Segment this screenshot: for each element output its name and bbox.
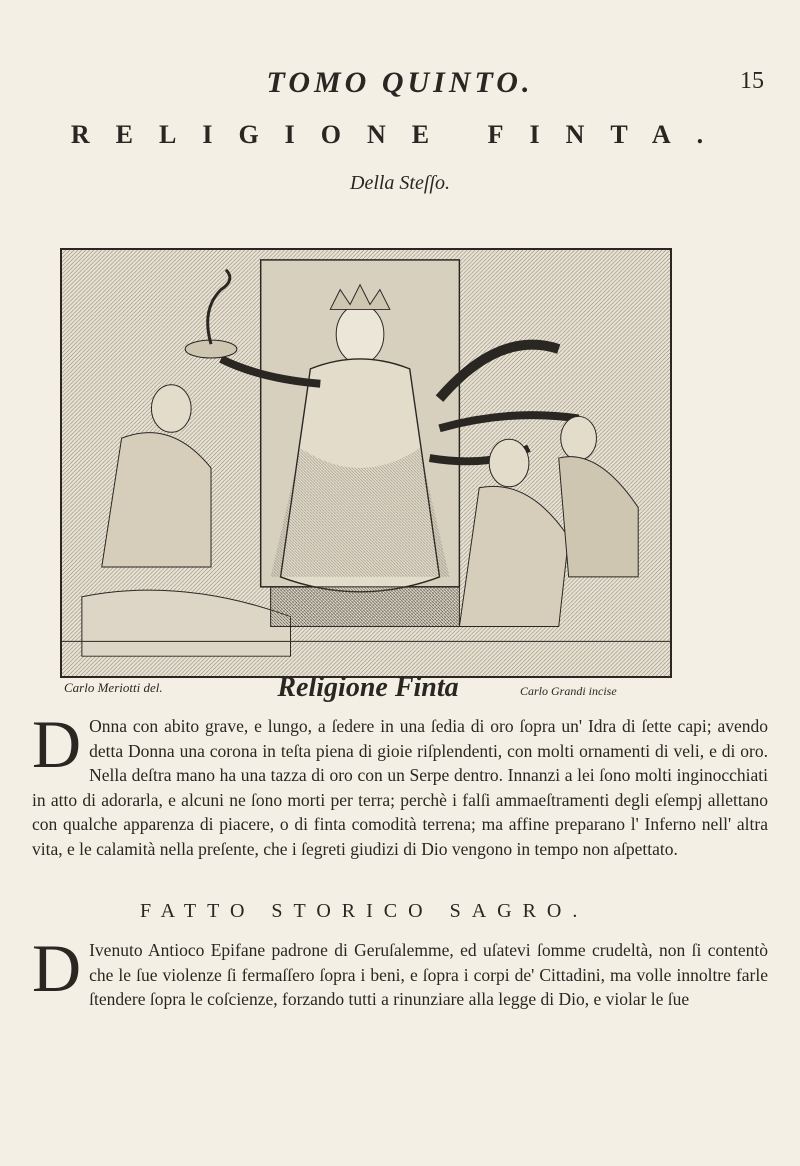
drop-cap: D [32,930,82,1006]
drop-cap: D [32,706,82,782]
description-text: Onna con abito grave, e lungo, a ſedere in una ſedia di oro ſopra un' Idra di ſette capi; avendo detta Donna una corona in teſta piena di gioie riſplendenti, con molti ornamenti di veli, e di oro. Nella deſtra mano ha una tazza di oro con un Serpe dentro. Innanzi a lei ſono molti inginocchiati in atto di adorarla, e alcuni ne ſono morti per terra; perchè i falſi ammaeſtramenti degli eſempj allettano con qualche apparenza di piacere, o di finta comodità terrena; ma affine preparano l' Inferno nell' altra vita, e le calamità nella preſente, che i ſegreti giudizi di Dio vengono in tempo non aſpettato. [32,716,768,859]
plate-caption-engraver: Carlo Grandi incise [520,684,617,698]
page-number: 15 [740,68,764,94]
history-paragraph [32,930,768,1012]
running-head: TOMO QUINTO. [266,66,534,99]
history-text: Ivenuto Antioco Epifane padrone di Geruſalemme, ed uſatevi ſomme crudeltà, non ſi contentò che le ſue violenze ſi fermaſſero ſopra i beni, e ſopra i corpi de' Cittadini, ma volle innoltre farle ſtendere ſopra le coſcienze, forzando tutti a rinunziare alla legge di Dio, e violar le ſue [89,940,768,1010]
description-paragraph [32,706,768,862]
section-heading: FATTO STORICO SAGRO. [140,900,589,922]
engraving-illustration [62,250,670,676]
plate-caption-title: Religione Finta [277,672,459,703]
chapter-title: RELIGIONE FINTA. [70,120,730,149]
chapter-subtitle: Della Steſſo. [350,172,450,194]
engraving-plate [60,248,672,678]
plate-caption-artist: Carlo Meriotti del. [64,680,163,695]
